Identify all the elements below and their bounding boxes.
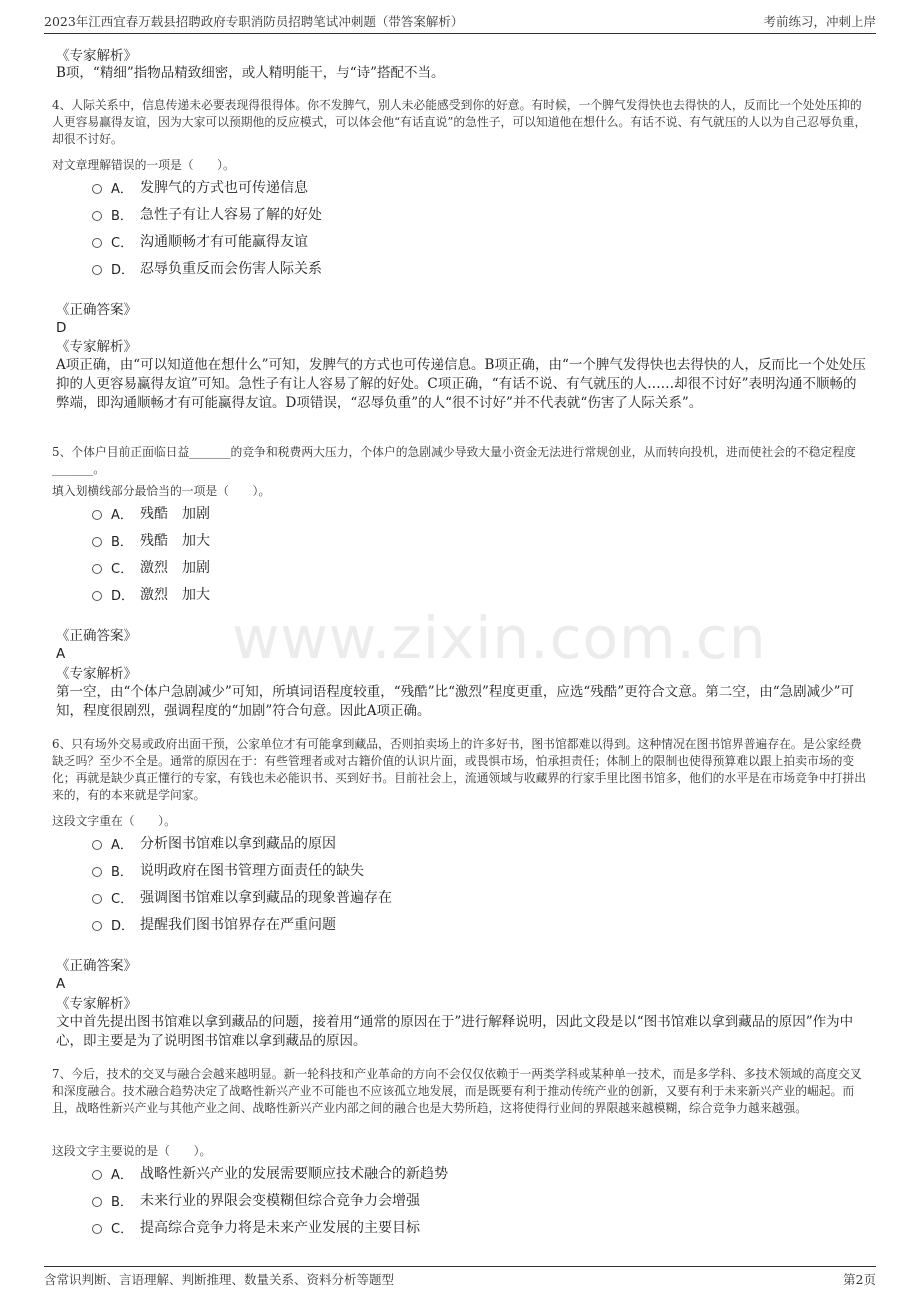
correct-answer-label: 《正确答案》 — [56, 302, 137, 318]
question-7-option-c[interactable] — [92, 1216, 420, 1238]
radio-icon[interactable] — [92, 211, 102, 221]
option-letter: A． — [111, 1167, 133, 1183]
radio-icon[interactable] — [92, 238, 102, 248]
question-4-option-a[interactable] — [92, 176, 308, 198]
option-letter: A． — [111, 181, 133, 197]
radio-icon[interactable] — [92, 867, 102, 877]
expert-analysis-label: 《专家解析》 — [56, 48, 137, 64]
question-4-option-c[interactable] — [92, 230, 308, 252]
radio-icon[interactable] — [92, 1197, 102, 1207]
watermark: www.zixin.com.cn — [232, 604, 767, 672]
option-letter: B． — [111, 1194, 133, 1210]
option-text: 战略性新兴产业的发展需要顺应技术融合的新趋势 — [140, 1166, 448, 1182]
question-5-answer: A — [56, 646, 66, 662]
expert-analysis-label: 《专家解析》 — [56, 996, 137, 1012]
option-letter: C． — [111, 561, 134, 577]
option-letter: C． — [111, 891, 134, 907]
question-4-answer: D — [56, 320, 67, 336]
radio-icon[interactable] — [92, 184, 102, 194]
page-header — [0, 0, 920, 36]
expert-analysis-label: 《专家解析》 — [56, 666, 137, 682]
option-text: 未来行业的界限会变模糊但综合竞争力会增强 — [140, 1193, 420, 1209]
question-5-option-b[interactable] — [92, 529, 210, 551]
option-letter: D． — [111, 588, 135, 604]
question-5-stem: 5、个体户目前正面临日益_______的竞争和税费两大压力，个体户的急剧减少导致大量小资金无法进行常规创业，从而转向投机，进而使社会的不稳定程度_______。 — [52, 445, 856, 476]
radio-icon[interactable] — [92, 591, 102, 601]
radio-icon[interactable] — [92, 921, 102, 931]
expert-analysis-label: 《专家解析》 — [56, 339, 137, 355]
question-6-option-d[interactable] — [92, 913, 336, 935]
option-text: 提高综合竞争力将是未来产业发展的主要目标 — [140, 1220, 420, 1236]
correct-answer-label: 《正确答案》 — [56, 628, 137, 644]
option-text: 急性子有让人容易了解的好处 — [140, 207, 322, 223]
correct-answer-label: 《正确答案》 — [56, 958, 137, 974]
radio-icon[interactable] — [92, 1224, 102, 1234]
option-letter: A． — [111, 507, 133, 523]
question-5-analysis: 第一空，由“个体户急剧减少”可知，所填词语程度较重，“残酷”比“激烈”程度更重，应选“残酷”更符合文意。第二空，由“急剧减少”可知，程度很剧烈，强调程度的“加剧”符合句意。因此A项正确。 — [56, 684, 855, 719]
option-text: 激烈 加大 — [140, 587, 210, 603]
radio-icon[interactable] — [92, 537, 102, 547]
header-slogan: 考前练习，冲刺上岸 — [763, 14, 876, 29]
option-text: 残酷 加大 — [140, 533, 210, 549]
option-letter: B． — [111, 534, 133, 550]
radio-icon[interactable] — [92, 265, 102, 275]
option-text: 忍辱负重反而会伤害人际关系 — [140, 261, 322, 277]
option-text: 沟通顺畅才有可能赢得友谊 — [140, 234, 308, 250]
question-6-analysis: 文中首先提出图书馆难以拿到藏品的问题，接着用“通常的原因在于”进行解释说明，因此文段是以“图书馆难以拿到藏品的原因”作为中心，即主要是为了说明图书馆难以拿到藏品的原因。 — [56, 1014, 854, 1049]
question-6-option-a[interactable] — [92, 832, 336, 854]
question-4-stem: 4、人际关系中，信息传递未必要表现得很得体。你不发脾气，别人未必能感受到你的好意。有时候，一个脾气发得快也去得快的人，反而比一个处处压抑的人更容易赢得友谊，因为大家可以预期他的反应模式，可以体会他“有话直说”的急性子，可以知道他在想什么。有话不说、有气就压的人以为自己忍辱负重，却很不讨好。 — [52, 98, 867, 146]
option-text: 激烈 加剧 — [140, 560, 210, 576]
radio-icon[interactable] — [92, 894, 102, 904]
radio-icon[interactable] — [92, 1170, 102, 1180]
question-4-option-b[interactable] — [92, 203, 322, 225]
question-6-option-b[interactable] — [92, 859, 364, 881]
question-6-option-c[interactable] — [92, 886, 392, 908]
option-text: 残酷 加剧 — [140, 506, 210, 522]
option-text: 发脾气的方式也可传递信息 — [140, 180, 308, 196]
question-7-prompt: 这段文字主要说的是（ ）。 — [52, 1144, 212, 1158]
question-5-option-c[interactable] — [92, 556, 210, 578]
option-letter: D． — [111, 262, 135, 278]
option-letter: C． — [111, 1221, 134, 1237]
option-letter: D． — [111, 918, 135, 934]
footer-divider — [44, 1266, 876, 1267]
question-7-option-a[interactable] — [92, 1162, 448, 1184]
question-6-answer: A — [56, 976, 66, 992]
question-5-option-a[interactable] — [92, 502, 210, 524]
question-4-prompt: 对文章理解错误的一项是（ ）。 — [52, 158, 235, 172]
document-title: 2023年江西宜春万载县招聘政府专职消防员招聘笔试冲刺题（带答案解析） — [44, 14, 464, 29]
radio-icon[interactable] — [92, 840, 102, 850]
question-5-option-d[interactable] — [92, 583, 210, 605]
option-letter: C． — [111, 235, 134, 251]
radio-icon[interactable] — [92, 510, 102, 520]
option-text: 强调图书馆难以拿到藏品的现象普遍存在 — [140, 890, 392, 906]
question-6-prompt: 这段文字重在（ ）。 — [52, 814, 176, 828]
question-4-option-d[interactable] — [92, 257, 322, 279]
question-6-stem: 6、只有场外交易或政府出面干预，公家单位才有可能拿到藏品，否则拍卖场上的许多好书，图书馆都难以得到。这种情况在图书馆界普遍存在。是公家经费缺乏吗？至少不全是。通常的原因在于：有些管理者或对古籍价值的认识片面，或畏惧市场，怕承担责任；体制上的限制也使得预算难以跟上拍卖市场的变化；再就是缺少真正懂行的专家，有钱也未必能识书、买到好书。目前社会上，流通领域与收藏界的行家手里比图书馆多，他们的水平是在市场竞争中打拼出来的，有的本来就是学问家。 — [52, 737, 866, 802]
option-letter: A． — [111, 837, 133, 853]
option-letter: B． — [111, 864, 133, 880]
header-divider — [44, 33, 876, 34]
option-text: 说明政府在图书管理方面责任的缺失 — [140, 863, 364, 879]
footer-categories: 含常识判断、言语理解、判断推理、数量关系、资料分析等题型 — [44, 1272, 395, 1287]
question-5-prompt: 填入划横线部分最恰当的一项是（ ）。 — [52, 484, 271, 498]
prev-analysis: B项，“精细”指物品精致细密，或人精明能干，与“诗”搭配不当。 — [56, 65, 445, 81]
question-7-option-b[interactable] — [92, 1189, 420, 1211]
radio-icon[interactable] — [92, 564, 102, 574]
option-letter: B． — [111, 208, 133, 224]
question-7-stem: 7、今后，技术的交叉与融合会越来越明显。新一轮科技和产业革命的方向不会仅仅依赖于一两类学科或某种单一技术，而是多学科、多技术领域的高度交叉和深度融合。技术融合趋势决定了战略性新兴产业不可能也不应该孤立地发展，而是既要有利于推动传统产业的创新，又要有利于未来新兴产业的崛起。而且，战略性新兴产业与其他产业之间、战略性新兴产业内部之间的融合也是大势所趋，这将使得行业间的界限越来越模糊，综合竞争力越来越强。 — [52, 1067, 862, 1115]
question-4-analysis: A项正确，由“可以知道他在想什么”可知，发脾气的方式也可传递信息。B项正确，由“一个脾气发得快也去得快的人，反而比一个处处压抑的人更容易赢得友谊”可知。急性子有让人容易了解的好处。C项正确，“有话不说、有气就压的人……却很不讨好”表明沟通不顺畅的弊端，即沟通顺畅才有可能赢得友谊。D项错误，“忍辱负重”的人“很不讨好”并不代表就“伤害了人际关系”。 — [56, 357, 866, 411]
page-number: 第2页 — [843, 1272, 876, 1287]
option-text: 提醒我们图书馆界存在严重问题 — [140, 917, 336, 933]
option-text: 分析图书馆难以拿到藏品的原因 — [140, 836, 336, 852]
